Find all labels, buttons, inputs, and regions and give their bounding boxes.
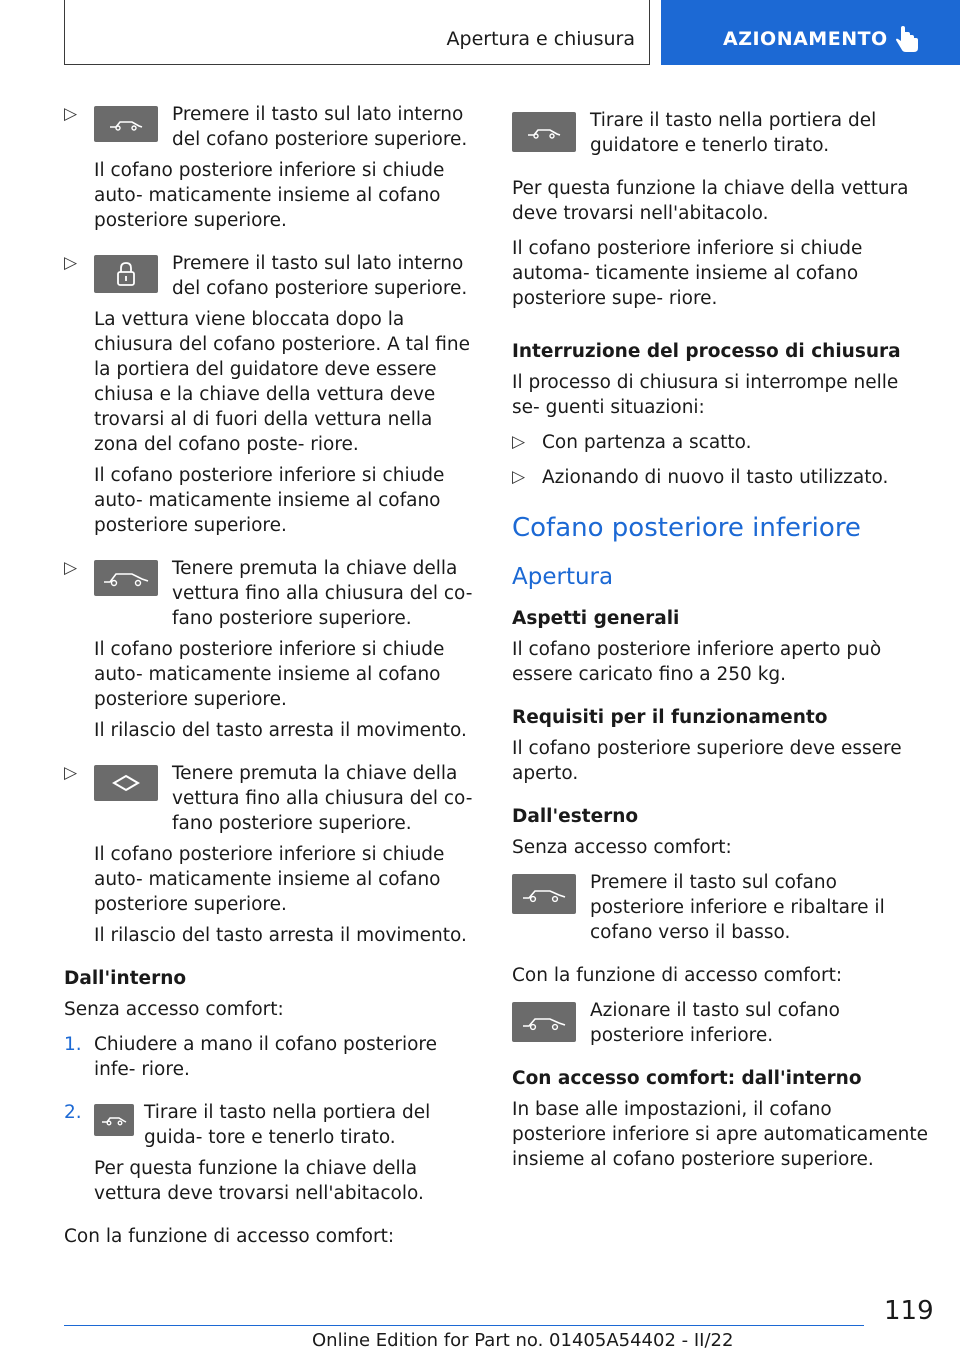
- paragraph: In base alle impostazioni, il cofano posteriore inferiore si apre automaticamente insieme al cofano posteriore superiore.: [512, 1099, 929, 1170]
- list-item: [64, 761, 478, 948]
- item-text: Premere il tasto sul lato interno del cofano posteriore superiore.: [172, 253, 468, 299]
- paragraph: Senza accesso comfort:: [512, 837, 732, 858]
- paragraph: Il processo di chiusura si interrompe nelle se- guenti situazioni:: [512, 372, 899, 418]
- item-text: Con partenza a scatto.: [542, 432, 752, 453]
- bullet-triangle-icon: ▷: [64, 558, 78, 578]
- step-number: 2.: [64, 1102, 82, 1123]
- paragraph: Per questa funzione la chiave della vettura deve trovarsi nell'abitacolo.: [512, 178, 909, 224]
- item-paragraph: Il cofano posteriore inferiore si chiude auto- maticamente insieme al cofano posteriore superiore.: [94, 639, 445, 710]
- page-number: 119: [884, 1296, 934, 1326]
- lower-tailgate-button-icon: [512, 874, 576, 914]
- bullet-triangle-icon: ▷: [64, 104, 78, 124]
- item-text: Tirare il tasto nella portiera del guida- tore e tenerlo tirato.: [144, 1102, 431, 1148]
- paragraph: Il cofano posteriore inferiore aperto può essere caricato fino a 250 kg.: [512, 639, 882, 685]
- section-heading: Dall'interno: [64, 968, 187, 989]
- trunk-button-icon: [94, 106, 158, 142]
- list-item: [64, 1032, 478, 1082]
- item-paragraph: Il cofano posteriore inferiore si chiude auto- maticamente insieme al cofano posteriore superiore.: [94, 844, 445, 915]
- item-paragraph: Per questa funzione la chiave della vettura deve trovarsi nell'abitacolo.: [94, 1158, 424, 1204]
- item-text: Azionando di nuovo il tasto utilizzato.: [542, 467, 889, 488]
- bullet-triangle-icon: ▷: [64, 253, 78, 273]
- paragraph: Tirare il tasto nella portiera del guidatore e tenerlo tirato.: [590, 110, 877, 156]
- item-text: Premere il tasto sul lato interno del cofano posteriore superiore.: [172, 104, 468, 150]
- paragraph: Senza accesso comfort:: [64, 999, 284, 1020]
- subchapter-heading: Apertura: [512, 564, 614, 590]
- chapter-heading: Cofano posteriore inferiore: [512, 513, 861, 543]
- paragraph: Il cofano posteriore superiore deve essere aperto.: [512, 738, 902, 784]
- list-item: [64, 1100, 478, 1206]
- list-item: [512, 465, 930, 490]
- pointing-hand-icon: [895, 26, 921, 54]
- door-pull-button-icon: [512, 112, 576, 152]
- item-text: Chiudere a mano il cofano posteriore infe- riore.: [94, 1034, 437, 1080]
- key-diamond-button-icon: [94, 765, 158, 801]
- door-pull-button-icon: [94, 1104, 134, 1136]
- item-paragraph: Il cofano posteriore inferiore si chiude auto- maticamente insieme al cofano posteriore superiore.: [94, 160, 445, 231]
- header-section-title: Apertura e chiusura: [446, 28, 635, 50]
- left-column: [64, 102, 478, 1259]
- bullet-triangle-icon: ▷: [512, 467, 526, 487]
- section-heading: Con accesso comfort: dall'interno: [512, 1068, 862, 1089]
- lock-button-icon: [94, 255, 158, 293]
- item-text: Tenere premuta la chiave della vettura fino alla chiusura del co- fano posteriore superiore.: [172, 558, 473, 629]
- item-paragraph: Il cofano posteriore inferiore si chiude auto- maticamente insieme al cofano posteriore superiore.: [94, 465, 445, 536]
- paragraph: Azionare il tasto sul cofano posteriore inferiore.: [590, 1000, 840, 1046]
- bullet-triangle-icon: ▷: [64, 763, 78, 783]
- section-heading: Aspetti generali: [512, 608, 680, 629]
- step-number: 1.: [64, 1034, 82, 1055]
- paragraph: Premere il tasto sul cofano posteriore inferiore e ribaltare il cofano verso il basso.: [590, 872, 885, 943]
- item-text: Tenere premuta la chiave della vettura fino alla chiusura del co- fano posteriore superiore.: [172, 763, 473, 834]
- list-item: [64, 556, 478, 743]
- car-key-trunk-icon: [94, 560, 158, 596]
- right-column: [512, 102, 930, 1182]
- list-item: [64, 251, 478, 538]
- footer-divider: [64, 1325, 864, 1326]
- lower-tailgate-button-icon: [512, 1002, 576, 1042]
- item-paragraph: La vettura viene bloccata dopo la chiusura del cofano posteriore. A tal fine la portiera del guidatore deve essere chiusa e la chiave della vettura deve trovarsi al di fuori della vettura nella zona del cofano poste- riore.: [94, 309, 471, 455]
- list-item: [512, 430, 930, 455]
- item-paragraph: Il rilascio del tasto arresta il movimento.: [94, 720, 467, 741]
- section-heading: Interruzione del processo di chiusura: [512, 341, 901, 362]
- paragraph: Il cofano posteriore inferiore si chiude automa- ticamente insieme al cofano posteriore supe- riore.: [512, 238, 863, 309]
- paragraph: Con la funzione di accesso comfort:: [64, 1226, 395, 1247]
- section-heading: Requisiti per il funzionamento: [512, 707, 828, 728]
- bullet-triangle-icon: ▷: [512, 432, 526, 452]
- header-chapter-title: AZIONAMENTO: [723, 28, 888, 50]
- item-paragraph: Il rilascio del tasto arresta il movimento.: [94, 925, 467, 946]
- footer-edition: Online Edition for Part no. 01405A54402 - II/22: [312, 1330, 734, 1351]
- section-heading: Dall'esterno: [512, 806, 639, 827]
- paragraph: Con la funzione di accesso comfort:: [512, 965, 843, 986]
- list-item: [64, 102, 478, 233]
